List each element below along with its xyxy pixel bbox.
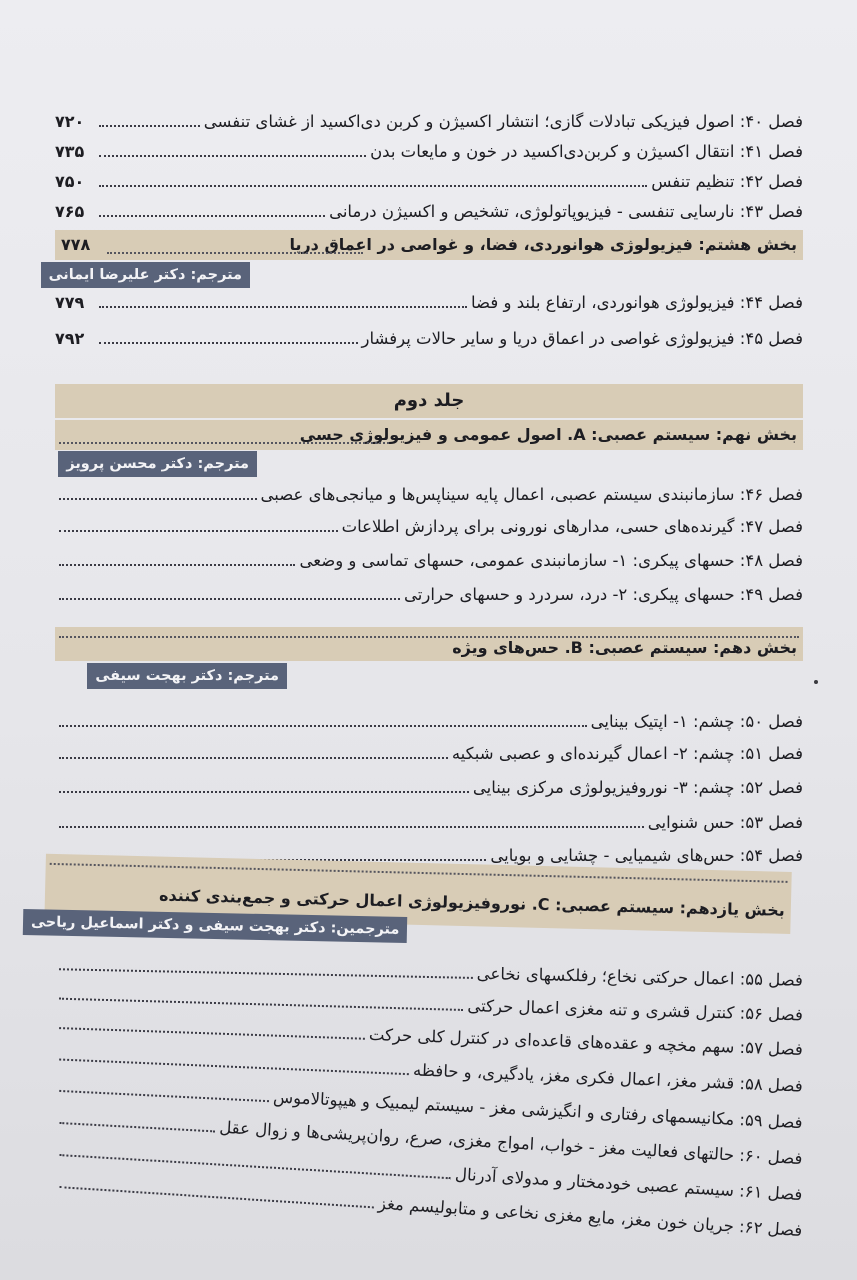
chapter-title: فصل ۵۵: اعمال حرکتی نخاع؛ رفلکسهای نخاعی [476,964,804,990]
leader-dots [99,341,358,344]
part-heading-8 [55,230,803,260]
leader-dots [59,1058,409,1076]
part-heading-10 [55,627,803,661]
toc-entry-ch41 [55,141,803,163]
leader-dots [59,997,463,1011]
chapter-title: فصل ۵۳: حس شنوایی [647,813,803,832]
chapter-title: فصل ۴۱: انتقال اکسیژن و کربن‌دی‌اکسید در خون و مایعات بدن [370,142,803,161]
chapter-title: فصل ۴۹: حسهای پیکری: ۲- درد، سردرد و حسهای حرارتی [404,585,803,604]
leader-dots [59,967,473,979]
page-number: ۷۳۵ [55,142,85,161]
leader-dots [99,124,200,127]
translator-label: مترجم: دکتر بهجت سیفی [87,663,287,689]
toc-entry-ch40 [55,111,803,133]
chapter-title: فصل ۴۰: اصول فیزیکی تبادلات گازی؛ انتشار اکسیژن و کربن دی‌اکسید از غشای تنفسی [203,112,803,131]
page-number: ۷۶۵ [55,202,85,221]
leader-dots [99,184,647,187]
chapter-title: فصل ۵۱: چشم: ۲- اعمال گیرنده‌ای و عصبی شبکیه [451,744,803,763]
chapter-title: فصل ۴۵: فیزیولوژی غواصی در اعماق دریا و سایر حالات پرفشار [361,329,803,348]
chapter-title: فصل ۵۲: چشم: ۳- نوروفیزیولوژی مرکزی بینایی [472,778,803,797]
toc-entry-ch44 [55,292,803,314]
toc-entry-ch52 [55,777,803,799]
leader-dots [59,825,644,828]
leader-dots [59,597,400,600]
toc-entry-ch51 [55,743,803,765]
chapter-title: فصل ۵۴: حس‌های شیمیایی - چشایی و بویایی [490,846,803,865]
toc-entry-ch45 [55,328,803,350]
leader-dots [59,1026,365,1040]
volume-heading: جلد دوم [55,384,803,418]
translator-label: مترجم: دکتر محسن پرویز [58,451,257,477]
leader-dots [99,305,467,308]
toc-entry-ch53 [55,812,803,834]
leader-dots [59,563,295,566]
toc-entry-ch43 [55,201,803,223]
page-number: ۷۵۰ [55,172,85,191]
chapter-title: فصل ۶۲: جریان خون مغز، مایع مغزی نخاعی و متابولیسم مغز [377,1193,803,1241]
leader-dots [59,1089,269,1102]
toc-entry-ch48 [55,550,803,572]
chapter-title: فصل ۴۷: گیرنده‌های حسی، مدارهای نورونی برای پردازش اطلاعات [341,517,803,536]
chapter-title: فصل ۶۰: حالتهای فعالیت مغز - خواب، امواج مغزی، صرع، روان‌پریشی‌ها و زوال عقل [218,1117,803,1169]
toc-entry-ch42 [55,171,803,193]
chapter-title: فصل ۵۸: قشر مغز، اعمال فکری مغز، یادگیری، و حافظه [412,1060,804,1096]
chapter-title: فصل ۴۸: حسهای پیکری: ۱- سازمانبندی عمومی، حسهای تماسی و وضعی [299,551,803,570]
chapter-title: فصل ۶۱: سیستم عصبی خودمختار و مدولای آدرنال [454,1164,803,1205]
leader-dots [59,724,587,727]
toc-entry-ch49 [55,584,803,606]
leader-dots [99,214,325,217]
leader-dots [59,756,448,759]
chapter-title: فصل ۵۶: کنترل قشری و تنه مغزی اعمال حرکتی [467,996,804,1025]
margin-dot [814,680,818,684]
chapter-title: فصل ۴۴: فیزیولوژی هوانوردی، ارتفاع بلند و فضا [471,293,803,312]
leader-dots [59,441,389,444]
chapter-title: فصل ۵۰: چشم: ۱- اپتیک بینایی [590,712,803,731]
toc-entry-ch47 [55,516,803,538]
part-title: بخش هشتم: فیزیولوژی هوانوردی، فضا، و غواصی در اعماق دریا [289,235,797,254]
toc-entry-ch46 [55,484,803,506]
chapter-title: فصل ۴۶: سازمانبندی سیستم عصبی، اعمال پایه سیناپس‌ها و میانجی‌های عصبی [260,485,803,504]
leader-dots [107,251,363,254]
part-title: بخش یازدهم: سیستم عصبی: C. نوروفیزیولوژی اعمال حرکتی و جمع‌بندی کننده [158,885,786,920]
chapter-title: فصل ۴۲: تنظیم تنفس [651,172,803,191]
leader-dots [59,790,469,793]
translator-label: مترجم: دکتر علیرضا ایمانی [41,262,250,288]
translator-label: مترجمین: دکتر بهجت سیفی و دکتر اسماعیل ریاحی [22,909,407,943]
leader-dots [59,1185,374,1208]
leader-dots [59,529,338,532]
chapter-title: فصل ۵۷: سهم مخچه و عقده‌های قاعده‌ای در کنترل کلی حرکت [368,1024,804,1060]
leader-dots [59,497,257,500]
leader-dots [99,154,366,157]
page-number: ۷۲۰ [55,112,85,131]
page-number: ۷۹۲ [55,329,85,348]
part-title: بخش دهم: سیستم عصبی: B. حس‌های ویژه [452,638,797,657]
chapter-title: فصل ۵۹: مکانیسمهای رفتاری و انگیزشی مغز - سیستم لیمبیک و هیپوتالاموس [272,1087,804,1133]
chapter-title: فصل ۴۳: نارسایی تنفسی - فیزیوپاتولوژی، تشخیص و اکسیژن درمانی [329,202,803,221]
toc-entry-ch50 [55,711,803,733]
part-title: بخش نهم: سیستم عصبی: A. اصول عمومی و فیزیولوژی حسی [299,425,797,444]
page-number: ۷۷۹ [55,293,85,312]
leader-dots [59,1121,215,1132]
part-heading-9 [55,420,803,450]
part-page-number: ۷۷۸ [61,235,91,254]
